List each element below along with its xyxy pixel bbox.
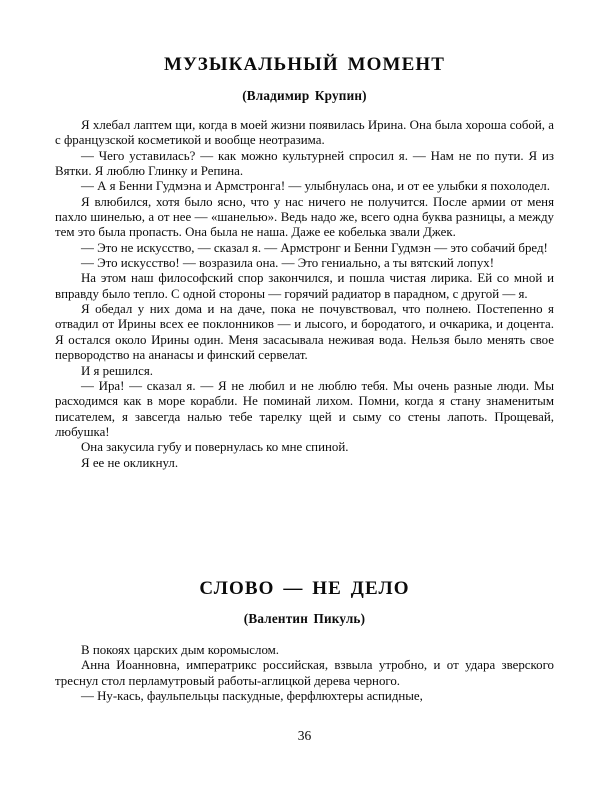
story-author-1: (Владимир Крупин)	[242, 88, 367, 103]
paragraph: Я ее не окликнул.	[81, 455, 179, 470]
story-title-1: МУЗЫКАЛЬНЫЙ МОМЕНТ	[163, 54, 446, 75]
paragraph: Анна Иоанновна, императрикс российская, взвыла утробно, и от удара зверского треснул стол перламутровый работы-аглицкой дерева черного.	[55, 658, 554, 688]
story-body-2	[55, 643, 554, 704]
paragraph: Я хлебал лаптем щи, когда в моей жизни появилась Ирина. Она была хороша собой, а с французской косметикой и вообще неотразима.	[55, 118, 554, 148]
paragraph: — А я Бенни Гудмэна и Армстронга! — улыбнулась она, и от ее улыбки я похолодел.	[81, 179, 550, 194]
paragraph: В покоях царских дым коромыслом.	[81, 643, 280, 657]
paragraph: На этом наш философский спор закончился, и пошла чистая лирика. Ей со мной и вправду было тепло. С одной стороны — горячий радиатор в парадном, с другой — я.	[55, 271, 554, 301]
story-title-2: СЛОВО — НЕ ДЕЛО	[199, 578, 410, 599]
paragraph: Я обедал у них дома и на даче, пока не почувствовал, что полнею. Постепенно я отвадил от Ирины всех ее поклонников — и лысого, и бородатого, и очкарика, и доцента. Я остался около Ирины один. Меня засасывала неживая вода. Нельзя было менять свое первородство на ананасы и финский сервелат.	[55, 302, 554, 363]
paragraph: — Это искусство! — возразила она. — Это гениально, а ты вятский лопух!	[81, 256, 495, 271]
page-number: 36	[297, 728, 312, 743]
paragraph: — Чего уставилась? — как можно культурней спросил я. — Нам не по пути. Я из Вятки. Я люблю Глинку и Репина.	[55, 148, 554, 179]
paragraph: Я влюбился, хотя было ясно, что у нас ничего не получится. После армии от меня пахло шинелью, а от нее — «шанелью». Ведь надо же, всего одна буква разницы, а между тем это была пропасть. Она была не наша. Даже ее кобелька звали Джек.	[55, 194, 554, 240]
paragraph: — Ира! — сказал я. — Я не любил и не люблю тебя. Мы очень разные люди. Мы расходимся как в море корабли. Не поминай лихом. Помни, когда я стану знаменитым писателем, я завсегда налью тебе тарелку щей и сыму со стены лапоть. Прощевай, любушка!	[55, 378, 554, 439]
paragraph: Она закусила губу и повернулась ко мне спиной.	[81, 440, 349, 455]
story-author-2: (Валентин Пикуль)	[243, 611, 366, 626]
paragraph: — Ну-кась, фаульпельцы паскудные, ферфлюхтеры аспидные,	[81, 689, 423, 704]
paragraph: — Это не искусство, — сказал я. — Армстронг и Бенни Гудмэн — это собачий бред!	[81, 240, 548, 255]
story-body-1	[55, 118, 554, 471]
paragraph: И я решился.	[81, 363, 153, 378]
